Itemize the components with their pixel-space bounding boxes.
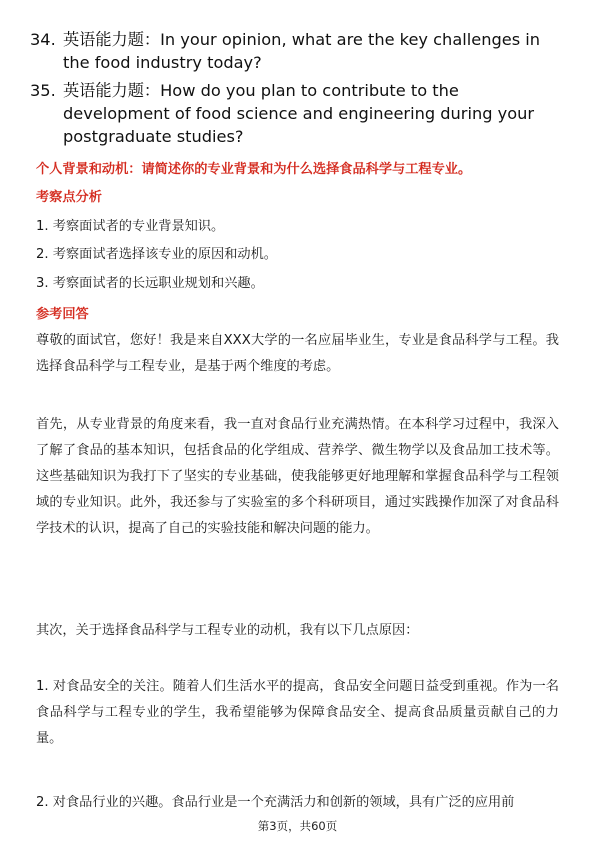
answer-paragraph: 其次，关于选择食品科学与工程专业的动机，我有以下几点原因： — [36, 623, 419, 638]
analysis-item: 1. 考察面试者的专业背景知识。 — [36, 219, 225, 234]
analysis-item: 2. 考察面试者选择该专业的原因和动机。 — [36, 247, 277, 262]
page-footer: 第3页，共60页 — [257, 819, 338, 833]
answer-paragraph: 尊敬的面试官，您好！我是来自XXX大学的一名应届毕业生，专业是食品科学与工程。我选择食品科学与工程专业，是基于两个维度的考虑。 — [36, 333, 559, 374]
question-34 — [30, 28, 565, 74]
question-35 — [30, 79, 565, 148]
question-number: 35. — [30, 81, 56, 100]
section-heading: 个人背景和动机：请简述你的专业背景和为什么选择食品科学与工程专业。 — [36, 162, 472, 177]
answer-paragraph: 2. 对食品行业的兴趣。食品行业是一个充满活力和创新的领域，具有广泛的应用前 — [36, 795, 515, 810]
answer-heading: 参考回答 — [36, 307, 89, 322]
analysis-heading: 考察点分析 — [36, 190, 102, 205]
question-text: 英语能力题：In your opinion, what are the key challenges in the food industry today? — [63, 30, 541, 72]
answer-paragraph: 1. 对食品安全的关注。随着人们生活水平的提高，食品安全问题日益受到重视。作为一名食品科学与工程专业的学生，我希望能够为保障食品安全、提高食品质量贡献自己的力量。 — [36, 679, 559, 746]
answer-paragraph: 首先，从专业背景的角度来看，我一直对食品行业充满热情。在本科学习过程中，我深入了解了食品的基本知识，包括食品的化学组成、营养学、微生物学以及食品加工技术等。这些基础知识为我打下了坚实的专业基础，使我能够更好地理解和掌握食品科学与工程领域的专业知识。此外，我还参与了实验室的多个科研项目，通过实践操作加深了对食品科学技术的认识，提高了自己的实验技能和解决问题的能力。 — [36, 417, 559, 536]
analysis-item: 3. 考察面试者的长远职业规划和兴趣。 — [36, 276, 264, 291]
question-text: 英语能力题：How do you plan to contribute to the development of food science and engineering during your postgraduate studies? — [63, 81, 535, 146]
question-number: 34. — [30, 30, 56, 49]
